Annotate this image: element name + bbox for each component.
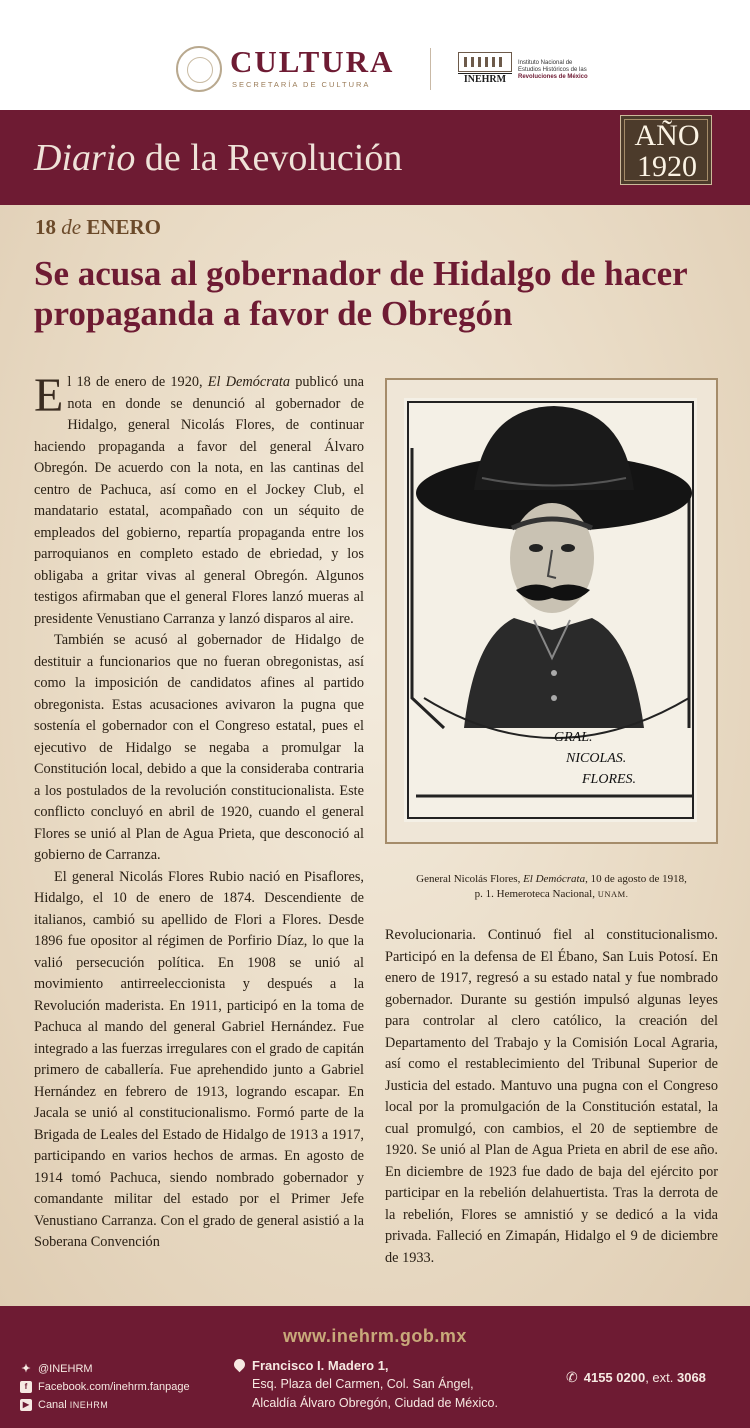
cultura-subtitle: SECRETARÍA DE CULTURA	[232, 80, 371, 89]
phone-icon: ✆	[566, 1369, 578, 1385]
inscription-line-3: FLORES.	[582, 772, 637, 787]
paragraph-1: El 18 de enero de 1920, El Demócrata publicó una nota en donde se denunció al gobernador de Hidalgo, general Nicolás Flores, de continuar haciendo propaganda a favor del general Álvaro Obregón. De acuerdo con la nota, en las cantinas del centro de Pachuca, así como en el Jockey Club, el mandatario estatal, acompañado con un séquito de empleados del gobierno, repartía propaganda entre los parroquianos en completo estado de ebriedad, y los obligaba a gritar vivas al general Obregón. Algunos testigos afirmaban que el general Flores lanzó mueras al presidente Venustiano Carranza y lanzó disparos al aire.	[34, 369, 364, 627]
drop-cap: E	[34, 369, 64, 422]
inehrm-logo[interactable]: INEHRM	[458, 73, 512, 85]
twitter-icon: ✦	[21, 1363, 31, 1375]
article-column-left	[34, 369, 364, 1254]
website-link[interactable]: www.inehrm.gob.mx	[283, 1326, 467, 1346]
phone-number[interactable]: ✆ 4155 0200, ext. 3068	[566, 1369, 706, 1385]
paragraph-3-continued: Revolucionaria. Continuó fiel al constitucionalismo. Participó en la defensa de El Ébano, San Luis Potosí. En enero de 1917, regresó a su estado natal y fue nombrado gobernador. Durante su gestión impulsó algunas leyes para controlar al clero católico, la creación del Departamento del Trabajo y la Comisión Local Agraria, así como el restablecimiento del Tribunal Superior de Justicia del estado. Mantuvo una pugna con el Congreso local por la promulgación de la Constitución estatal, la cual promulgó, con cambios, el 20 de septiembre de 1920. Se unió al Plan de Agua Prieta en abril de ese año. En diciembre de 1923 fue dado de baja del ejército por participar en la rebelión delahuertista. Tras la derrota de la rebelión, Flores se amnistió y se dedicó a la vida privada. Falleció en Zimapán, Hidalgo el 9 de diciembre de 1933.	[385, 927, 718, 1266]
photo-caption: General Nicolás Flores, El Demócrata, 10 de agosto de 1918, p. 1. Hemeroteca Nacional, UNAM.	[416, 873, 687, 900]
facebook-icon: f	[20, 1381, 32, 1393]
inehrm-building-icon	[458, 52, 512, 72]
article-date: 18 de ENERO	[35, 215, 162, 239]
portrait-photo	[404, 398, 697, 822]
twitter-link[interactable]: ✦ @INEHRM	[21, 1363, 93, 1375]
national-seal-icon	[176, 46, 222, 92]
inehrm-full-name: Instituto Nacional de Estudios Históricos de las Revoluciones de México	[518, 60, 588, 80]
year-badge	[620, 115, 712, 185]
youtube-icon: ▶	[20, 1399, 32, 1411]
social-links	[20, 1360, 190, 1414]
postal-address: Francisco I. Madero 1, Esq. Plaza del Carmen, Col. San Ángel, Alcaldía Álvaro Obregón, Ciudad de México.	[252, 1356, 498, 1413]
inscription-line-1: GRAL.	[554, 730, 593, 745]
article-column-right	[385, 925, 718, 1269]
logo-divider	[430, 48, 431, 90]
youtube-link[interactable]: ▶ Canal INEHRM	[20, 1396, 190, 1414]
article-headline: Se acusa al gobernador de Hidalgo de hacer propaganda a favor de Obregón	[34, 254, 688, 333]
paragraph-3: El general Nicolás Flores Rubio nació en Pisaflores, Hidalgo, el 10 de enero de 1874. Descendiente de italianos, cambió su apellido de Flori a Flores. Desde 1896 fue opositor al régimen de Porfirio Díaz, lo que la valió persecución política. En 1908 se unió al movimiento antirreeleccionista y después a la Revolución maderista. En 1911, participó en la toma de Pachuca al mando del general Gabriel Hernández. Fue integrado a las fuerzas irregulares con el grado de capitán primero de caballería. Fue aprehendido junto a Gabriel Hernández en febrero de 1913, logrando escapar. En Jacala se unió al constitucionalismo. Formó parte de la Brigada de Leales del Estado de Hidalgo de 1913 a 1917, participando en varios hechos de armas. En agosto de 1914 tomó Pachuca, siendo nombrado gobernador y comandante militar del estado por el Primer Jefe Venustiano Carranza. Con el grado de general asistió a la Soberana Convención	[34, 868, 364, 1250]
facebook-link[interactable]: f Facebook.com/inehrm.fanpage	[20, 1378, 190, 1396]
paragraph-2: También se acusó al gobernador de Hidalgo de destituir a funcionarios que no fueran obregonistas, así como la imposición de candidatos afines al partido obregonista. Estas acusaciones avivaron la pugna que sostenía el gobernador con el Congreso estatal, pues el ejecutivo de Hidalgo se negaba a promulgar la Constitución local, debido a que la consideraba contraria a los postulados de la revolución constitucionalista. Este conflicto concluyó en abril de 1920, cuando el general Flores se unió al Plan de Agua Prieta, que desconoció al gobierno de Carranza.	[34, 632, 364, 863]
series-title: Diario de la Revolución	[34, 137, 403, 179]
portrait-illustration	[404, 398, 697, 822]
inscription-line-2: NICOLAS.	[566, 751, 627, 766]
year-value: 1920	[637, 150, 697, 183]
year-label: AÑO	[634, 119, 700, 152]
cultura-logo[interactable]: CULTURA	[230, 44, 395, 79]
